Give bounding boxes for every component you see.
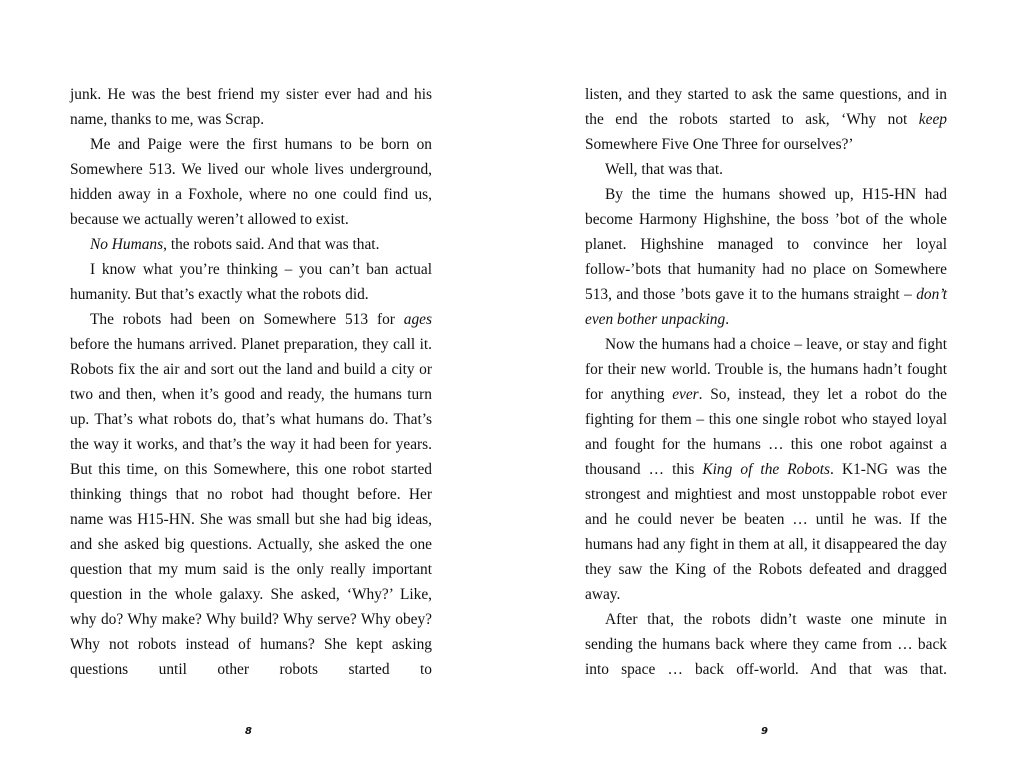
- emphasis-text: ages: [403, 311, 432, 328]
- left-page: [70, 82, 432, 682]
- emphasis-text: ever: [672, 386, 699, 403]
- paragraph: listen, and they started to ask the same questions, and in the end the robots started to ask, ‘Why not keep Somewhere Five One Three for ourselves?’: [585, 86, 947, 153]
- page-number-right: 9: [761, 726, 769, 737]
- paragraph: The robots had been on Somewhere 513 for ages before the humans arrived. Planet preparation, they call it. Robots fix the air and sort out the land and build a city or two and then, when it’s good and ready, the humans turn up. That’s what robots do, that’s what humans do. That’s the way it works, and that’s the way it had been for years. But this time, on this Somewhere, this one robot started thinking things that no robot had thought before. Her name was H15-HN. She was small but she had big ideas, and she asked big questions. Actually, she asked the one question that my mum said is the only really important question in the whole galaxy. She asked, ‘Why?’ Like, why do? Why make? Why build? Why serve? Why obey? Why not robots instead of humans? She kept asking questions until other robots started to: [70, 311, 432, 678]
- right-page: [585, 82, 947, 682]
- paragraph: By the time the humans showed up, H15-HN had become Harmony Highshine, the boss ’bot of the whole planet. Highshine managed to convince her loyal follow-’bots that humanity had no place on Somewhere 513, and those ’bots gave it to the humans straight – don’t even bother unpacking.: [585, 186, 947, 328]
- paragraph: junk. He was the best friend my sister ever had and his name, thanks to me, was Scrap.: [70, 86, 432, 128]
- paragraph: Well, that was that.: [605, 161, 724, 178]
- paragraph: After that, the robots didn’t waste one minute in sending the humans back where they came from … back into space … back off-world. And that was that.: [585, 611, 947, 678]
- paragraph: No Humans, the robots said. And that was that.: [90, 236, 380, 253]
- paragraph: I know what you’re thinking – you can’t ban actual humanity. But that’s exactly what the robots did.: [70, 261, 432, 303]
- page-number-left: 8: [245, 726, 253, 737]
- emphasis-text: keep: [918, 111, 947, 128]
- paragraph: Now the humans had a choice – leave, or stay and fight for their new world. Trouble is, the humans hadn’t fought for anything ever. So, instead, they let a robot do the fighting for them – this one single robot who stayed loyal and fought for the humans … this one robot against a thousand … this King of the Robots. K1-NG was the strongest and mightiest and most unstoppable robot ever and he could never be beaten … until he was. If the humans had any fight in them at all, it disappeared the day they saw the King of the Robots defeated and dragged away.: [585, 336, 947, 603]
- emphasis-text: King of the Robots: [702, 461, 831, 478]
- paragraph: Me and Paige were the first humans to be born on Somewhere 513. We lived our whole lives underground, hidden away in a Foxhole, where no one could find us, because we actually weren’t allowed to exist.: [70, 136, 432, 228]
- emphasis-text: don’t even bother unpacking: [585, 286, 947, 328]
- emphasis-text: No Humans: [90, 236, 164, 253]
